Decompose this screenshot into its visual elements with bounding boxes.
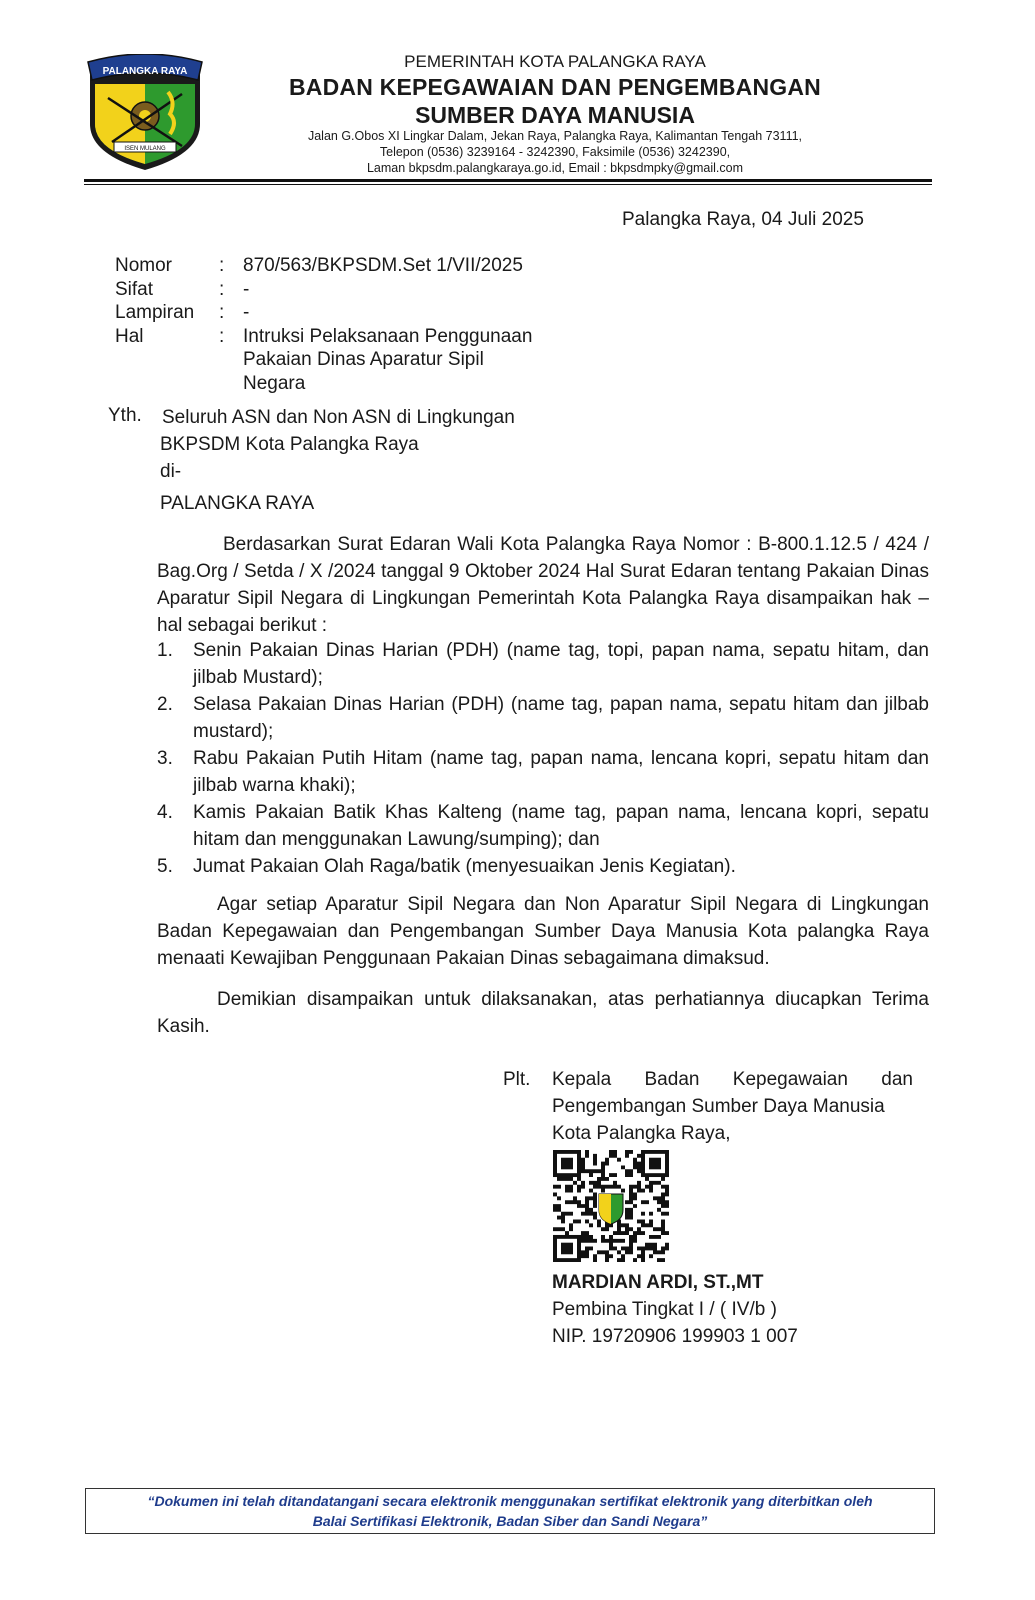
notice-line: Balai Sertifikasi Elektronik, Badan Siber dan Sandi Negara”: [312, 1513, 708, 1529]
letterhead-rule-thick: [84, 179, 932, 182]
signer-rank: Pembina Tingkat I / ( IV/b ): [552, 1299, 777, 1320]
signer-block: [552, 1269, 798, 1350]
meta-value: -: [243, 302, 250, 323]
meta-colon: :: [219, 302, 225, 323]
list-item: [157, 745, 929, 799]
letterhead-government: PEMERINTAH KOTA PALANGKA RAYA: [404, 52, 706, 71]
logo-banner-text: PALANGKA RAYA: [102, 66, 188, 77]
dress-code-list: [157, 637, 929, 880]
meta-value: [243, 325, 573, 396]
letterhead-rule-thin: [84, 184, 932, 185]
recipient-prefix: Yth.: [108, 405, 142, 426]
signature-title-row: [503, 1066, 913, 1093]
meta-colon: :: [219, 325, 225, 347]
list-text: Selasa Pakaian Dinas Harian (PDH) (name tag, papan nama, sepatu hitam dan jilbab mustard);: [193, 694, 929, 742]
list-number: 4.: [157, 802, 173, 823]
signature-title-line: Kepala Badan Kepegawaian dan: [552, 1069, 913, 1090]
list-number: 1.: [157, 640, 173, 661]
meta-value: -: [243, 278, 250, 300]
recipient-line: Seluruh ASN dan Non ASN di Lingkungan: [162, 407, 515, 428]
list-number: 2.: [157, 694, 173, 715]
list-item: [157, 853, 929, 880]
list-item: [157, 799, 929, 853]
logo-motto-text: ISEN MULANG: [124, 146, 166, 152]
recipient-line: di-: [160, 461, 182, 482]
list-text: Kamis Pakaian Batik Khas Kalteng (name tag, papan nama, lencana kopri, sepatu hitam dan menggunakan Lawung/sumping); dan: [193, 802, 929, 850]
meta-colon: :: [219, 255, 225, 276]
signature-title-line: Pengembangan Sumber Daya Manusia: [552, 1096, 885, 1117]
list-text: Senin Pakaian Dinas Harian (PDH) (name tag, topi, papan nama, sepatu hitam, dan jilbab Mustard);: [193, 640, 929, 688]
meta-label: Lampiran: [115, 302, 195, 323]
hal-line: Intruksi Pelaksanaan Penggunaan: [243, 325, 533, 347]
meta-value: 870/563/BKPSDM.Set 1/VII/2025: [243, 255, 523, 276]
recipient-block: [162, 404, 515, 485]
compliance-paragraph: Agar setiap Aparatur Sipil Negara dan Non Aparatur Sipil Negara di Lingkungan Badan Kepegawaian dan Pengembangan Sumber Daya Manusia Kota palangka Raya menaati Kewajiban Penggunaan Pakaian Dinas sebagaimana dimaksud.: [157, 894, 929, 969]
recipient-line: BKPSDM Kota Palangka Raya: [160, 434, 419, 455]
letterhead-web: Laman bkpsdm.palangkaraya.go.id, Email : bkpsdmpky@gmail.com: [366, 161, 744, 175]
list-item: [157, 691, 929, 745]
electronic-signature-qr-code: [553, 1150, 669, 1262]
list-text: Jumat Pakaian Olah Raga/batik (menyesuaikan Jenis Kegiatan).: [193, 856, 736, 877]
signer-name: MARDIAN ARDI, ST.,MT: [552, 1272, 764, 1293]
letter-meta: [115, 254, 573, 395]
list-text: Rabu Pakaian Putih Hitam (name tag, papan nama, lencana kopri, sepatu hitam dan jilbab warna khaki);: [193, 748, 929, 796]
recipient-city: PALANGKA RAYA: [160, 493, 315, 514]
notice-line: “Dokumen ini telah ditandatangani secara elektronik menggunakan sertifikat elektronik yang diterbitkan oleh: [147, 1493, 873, 1509]
signature-title-row: [503, 1093, 913, 1120]
signature-title-block: [503, 1066, 913, 1147]
letterhead-address: Jalan G.Obos XI Lingkar Dalam, Jekan Raya, Palangka Raya, Kalimantan Tengah 73111,: [307, 129, 803, 143]
meta-row-sifat: [115, 278, 573, 302]
e-signature-notice: [85, 1491, 935, 1531]
letter-date: Palangka Raya, 04 Juli 2025: [622, 209, 864, 230]
list-number: 3.: [157, 748, 173, 769]
letterhead-contact: [240, 128, 870, 176]
meta-label: Nomor: [115, 255, 173, 276]
hal-line: Negara: [243, 372, 306, 394]
meta-row-hal: [115, 325, 573, 396]
signature-title-row: [503, 1120, 913, 1147]
meta-label: Sifat: [115, 278, 154, 300]
signer-nip: NIP. 19720906 199903 1 007: [552, 1326, 798, 1347]
list-number: 5.: [157, 856, 173, 877]
signature-title-line: Kota Palangka Raya,: [552, 1123, 731, 1144]
hal-line: Pakaian Dinas Aparatur Sipil: [243, 349, 484, 370]
meta-row-lampiran: [115, 301, 573, 325]
letterhead-phone: Telepon (0536) 3239164 - 3242390, Faksimile (0536) 3242390,: [379, 145, 731, 159]
list-item: [157, 637, 929, 691]
meta-colon: :: [219, 278, 225, 300]
letterhead-agency-line2: SUMBER DAYA MANUSIA: [415, 102, 695, 128]
signature-prefix: Plt.: [503, 1069, 531, 1090]
meta-label: Hal: [115, 325, 144, 347]
letterhead-agency-line1: BADAN KEPEGAWAIAN DAN PENGEMBANGAN: [289, 74, 821, 100]
intro-paragraph: Berdasarkan Surat Edaran Wali Kota Palangka Raya Nomor : B-800.1.12.5 / 424 / Bag.Org / Setda / X /2024 tanggal 9 Oktober 2024 Hal Surat Edaran tentang Pakaian Dinas Aparatur Sipil Negara di Lingkungan Pemerintah Kota Palangka Raya disampaikan hak – hal sebagai berikut :: [157, 534, 929, 636]
city-emblem-logo: [84, 54, 206, 172]
meta-row-nomor: [115, 254, 573, 278]
closing-paragraph: Demikian disampaikan untuk dilaksanakan, atas perhatiannya diucapkan Terima Kasih.: [157, 989, 929, 1037]
